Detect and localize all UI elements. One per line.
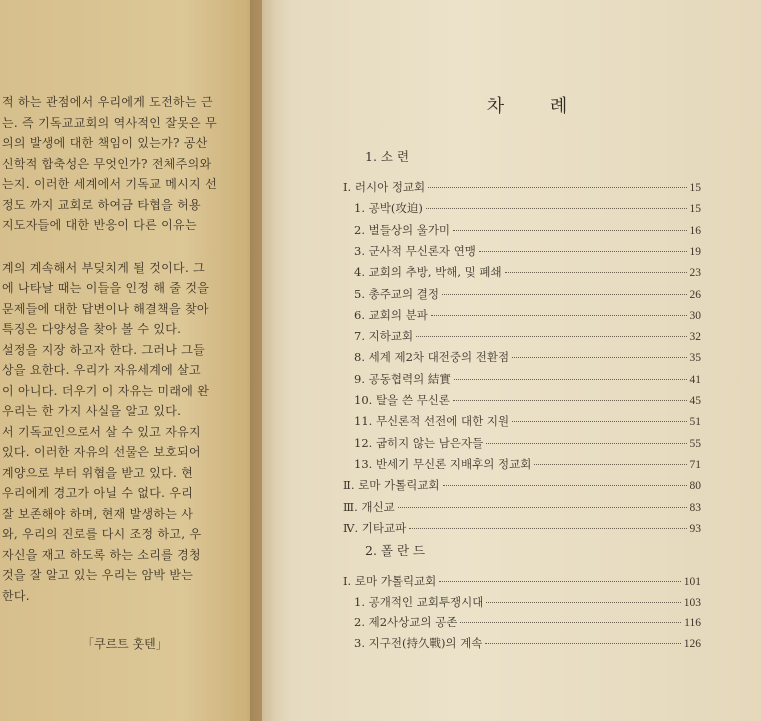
toc-entry-title: 6. 교회의 분파 xyxy=(354,307,428,322)
toc-entry-title: Ⅲ. 개신교 xyxy=(343,499,395,514)
text-line: 문제들에 대한 답변이나 해결책을 찾아 xyxy=(2,301,209,316)
toc-page-number: 41 xyxy=(689,373,701,386)
text-line: 잘 보존해야 하며, 현재 발생하는 사 xyxy=(2,506,194,521)
toc-leader-dots xyxy=(443,485,687,486)
toc-entry xyxy=(354,435,701,451)
text-line: 설정을 지장 하고자 한다. 그러나 그들 xyxy=(2,342,206,357)
toc-page-number: 16 xyxy=(689,224,701,237)
toc-leader-dots xyxy=(512,421,686,422)
text-line: 특징은 다양성을 찾아 볼 수 있다. xyxy=(2,322,182,336)
toc-page-number: 32 xyxy=(689,331,701,344)
toc-page-number: 35 xyxy=(689,352,701,365)
toc-leader-dots xyxy=(453,230,686,231)
toc-entry xyxy=(343,520,701,536)
toc-leader-dots xyxy=(398,507,687,508)
section-heading-poland: 2. 폴 란 드 xyxy=(365,543,426,558)
toc-entry-title: 5. 총주교의 결정 xyxy=(354,286,439,301)
toc-entry-title: 7. 지하교회 xyxy=(354,329,414,344)
toc-entry-title: 8. 세계 제2차 대전중의 전환점 xyxy=(354,350,510,365)
text-line: 상을 요한다. 우리가 자유세계에 살고 xyxy=(2,363,201,377)
toc-page-number: 93 xyxy=(689,522,701,535)
toc-entry xyxy=(343,179,701,195)
toc-page-number: 83 xyxy=(689,501,701,514)
toc-leader-dots xyxy=(485,643,680,644)
text-line: 지도자들에 대한 반응이 다른 이유는 xyxy=(2,218,197,232)
text-line: 한다. xyxy=(2,588,30,603)
toc-entry xyxy=(354,349,701,365)
author-signature: 「쿠르트 훗텐」 xyxy=(82,637,168,651)
toc-page-number: 19 xyxy=(689,245,701,258)
toc-entry xyxy=(354,392,701,408)
toc-entry-title: 3. 군사적 무신론자 연맹 xyxy=(354,243,476,258)
toc-entry-title: Ⅰ. 러시아 정교회 xyxy=(343,180,426,194)
toc-entry xyxy=(343,499,701,515)
toc-leader-dots xyxy=(409,528,686,529)
toc-title: 차 례 xyxy=(486,96,588,117)
toc-entry-title: 9. 공동협력의 結實 xyxy=(354,371,451,386)
toc-entry-title: Ⅱ. 로마 가톨릭교회 xyxy=(343,478,440,493)
toc-leader-dots xyxy=(439,581,680,582)
text-line: 와, 우리의 진로를 다시 조정 하고, 우 xyxy=(2,527,202,541)
left-page-text xyxy=(2,92,260,606)
toc-entry-title: 2. 제2사상교의 공존 xyxy=(354,615,458,630)
toc-entry xyxy=(354,614,701,630)
toc-page-number: 103 xyxy=(683,596,701,609)
toc-entry-title: 1. 공박(攻迫) xyxy=(354,201,423,216)
toc-entry xyxy=(354,222,701,238)
toc-page-number: 15 xyxy=(689,203,701,216)
toc-leader-dots xyxy=(453,400,687,401)
text-line: 이 아니다. 더우기 이 자유는 미래에 완 xyxy=(2,383,210,398)
toc-entry xyxy=(354,328,701,344)
toc-entry-title: 10. 탈을 쓴 무신론 xyxy=(354,393,450,407)
text-line xyxy=(2,236,260,258)
toc-leader-dots xyxy=(431,315,687,316)
toc-page-number: 30 xyxy=(689,309,701,322)
text-line: 자신을 재고 하도록 하는 소리를 경청 xyxy=(2,547,201,562)
text-line: 정도 까지 교회로 하여금 타협을 허용 xyxy=(2,197,201,212)
toc-page-number: 15 xyxy=(689,182,701,194)
toc-entry xyxy=(354,456,701,472)
toc-leader-dots xyxy=(428,187,686,188)
text-line: 우리에게 경고가 아닐 수 없다. 우리 xyxy=(2,486,194,500)
toc-entry xyxy=(354,200,701,216)
text-line: 신학적 합축성은 무엇인가? 전체주의와 xyxy=(2,156,212,171)
toc-page-number: 26 xyxy=(689,288,701,301)
toc-leader-dots xyxy=(454,379,687,380)
toc-page-number: 116 xyxy=(684,617,701,630)
toc-entry-title: 4. 교회의 추방, 박해, 및 폐쇄 xyxy=(354,265,502,280)
toc-leader-dots xyxy=(486,602,680,603)
toc-entry-title: 3. 지구전(持久戰)의 계속 xyxy=(354,636,483,651)
text-line: 의의 발생에 대한 책임이 있는가? 공산 xyxy=(2,136,208,150)
toc-entry xyxy=(354,635,701,651)
toc-page-number: 55 xyxy=(689,437,701,450)
text-line: 는지. 이러한 세계에서 기독교 메시지 선 xyxy=(2,177,217,191)
text-line: 는. 즉 기독교교회의 역사적인 잘못은 무 xyxy=(2,115,217,130)
toc-entry xyxy=(354,413,701,429)
text-line: 적 하는 관점에서 우리에게 도전하는 근 xyxy=(2,95,213,109)
section-heading-soviet: 1. 소 련 xyxy=(365,149,410,164)
toc-entry-title: Ⅰ. 로마 가톨릭교회 xyxy=(343,574,437,588)
text-line: 있다. 이러한 자유의 선물은 보호되어 xyxy=(2,445,201,459)
toc-entry xyxy=(354,307,701,323)
toc-entry-title: 13. 반세기 무신론 지배후의 정교회 xyxy=(354,456,532,471)
toc-entry xyxy=(343,573,701,589)
toc-entry-title: 12. 굽히지 않는 남은자들 xyxy=(354,435,484,450)
toc-page-number: 23 xyxy=(689,267,701,280)
toc-entry xyxy=(354,243,701,259)
toc-page-number: 80 xyxy=(689,480,701,493)
toc-leader-dots xyxy=(426,208,687,209)
toc-entry xyxy=(354,286,701,302)
book-gutter xyxy=(250,0,276,721)
toc-page-number: 101 xyxy=(683,576,701,588)
text-line: 계양으로 부터 위협을 받고 있다. 현 xyxy=(2,465,194,480)
toc-leader-dots xyxy=(534,464,686,465)
toc-leader-dots xyxy=(442,294,687,295)
toc-entry-title: 1. 공개적인 교회투쟁시대 xyxy=(354,594,484,609)
toc-page-number: 71 xyxy=(689,458,701,471)
toc-page-number: 51 xyxy=(689,416,701,429)
toc-entry-title: Ⅳ. 기타교파 xyxy=(343,520,407,535)
toc-entry xyxy=(343,477,701,493)
toc-leader-dots xyxy=(416,336,686,337)
toc-leader-dots xyxy=(512,357,686,358)
text-line: 우리는 한 가지 사실을 알고 있다. xyxy=(2,404,182,418)
toc-leader-dots xyxy=(505,272,687,273)
left-page xyxy=(0,0,262,721)
text-line: 것을 잘 알고 있는 우리는 암박 받는 xyxy=(2,568,194,582)
text-line: 서 기독교인으로서 살 수 있고 자유지 xyxy=(2,424,201,439)
text-line: 에 나타날 때는 이들을 인정 해 줄 것을 xyxy=(2,281,210,295)
toc-entry xyxy=(354,594,701,610)
toc-entry-title: 2. 벌들상의 울가미 xyxy=(354,222,451,237)
toc-page-number: 45 xyxy=(689,395,701,407)
toc-entry-title: 11. 무신론적 선전에 대한 지원 xyxy=(354,414,510,429)
text-line: 계의 계속해서 부딪치게 될 것이다. 그 xyxy=(2,260,206,275)
toc-leader-dots xyxy=(460,622,681,623)
toc-entry xyxy=(354,264,701,280)
toc-leader-dots xyxy=(479,251,687,252)
toc-entry xyxy=(354,371,701,387)
toc-leader-dots xyxy=(486,443,686,444)
toc-page-number: 126 xyxy=(683,638,701,651)
